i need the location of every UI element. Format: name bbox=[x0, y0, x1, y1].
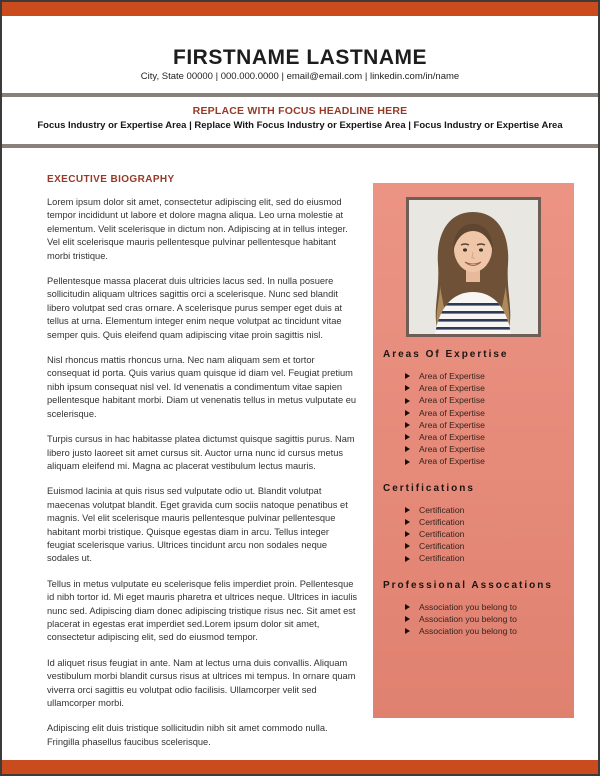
triangle-bullet-icon bbox=[405, 459, 410, 465]
biography-title: EXECUTIVE BIOGRAPHY bbox=[47, 174, 175, 185]
sidebar-item-label: Certification bbox=[419, 553, 465, 564]
focus-headline: REPLACE WITH FOCUS HEADLINE HERE bbox=[192, 105, 408, 117]
sidebar-list-item bbox=[405, 370, 568, 382]
divider-line-top bbox=[2, 93, 598, 97]
sidebar-list-item bbox=[405, 382, 568, 394]
triangle-bullet-icon bbox=[405, 373, 410, 379]
sidebar-list-item bbox=[405, 419, 568, 431]
triangle-bullet-icon bbox=[405, 398, 410, 404]
sidebar-list-item bbox=[405, 625, 568, 637]
sidebar-item-label: Area of Expertise bbox=[419, 444, 485, 455]
sidebar-list-item bbox=[405, 504, 568, 516]
sidebar-item-label: Area of Expertise bbox=[419, 432, 485, 443]
headshot-photo bbox=[406, 197, 541, 337]
sidebar-sections bbox=[373, 349, 574, 637]
biography-paragraph: Lorem ipsum dolor sit amet, consectetur adipiscing elit, sed do eiusmod tempor incididunt ut labore et dolore magna aliqua. Leo urna molestie at elementum. Velit scelerisque in dictum non. Adipiscing at in tellus integer. Vel elit scelerisque mauris pellentesque pulvinar pellentesque habitant morbi tristique. bbox=[47, 197, 348, 261]
executive-biography-section bbox=[47, 174, 359, 761]
triangle-bullet-icon bbox=[405, 385, 410, 391]
sidebar-item-label: Association you belong to bbox=[419, 613, 517, 624]
triangle-bullet-icon bbox=[405, 628, 410, 634]
sidebar-section-list bbox=[373, 601, 574, 638]
sidebar bbox=[373, 183, 574, 718]
sidebar-list-item bbox=[405, 443, 568, 455]
sidebar-item-label: Area of Expertise bbox=[419, 395, 485, 406]
triangle-bullet-icon bbox=[405, 616, 410, 622]
sidebar-item-label: Area of Expertise bbox=[419, 456, 485, 467]
sidebar-section bbox=[373, 483, 574, 565]
triangle-bullet-icon bbox=[405, 422, 410, 428]
biography-paragraph: Nisl rhoncus mattis rhoncus urna. Nec nam aliquam sem et tortor consequat id porta. Quis varius quam quisque id diam vel. Feugiat pretium nibh ipsum consequat nisl vel. Id venenatis a condimentum vitae sapien pellentesque habitant morbi. Diam ut venenatis tellus in metus vulputate eu scelerisque. bbox=[47, 355, 357, 419]
sidebar-list-item bbox=[405, 613, 568, 625]
sidebar-item-label: Certification bbox=[419, 541, 465, 552]
sidebar-section-title: Certifications bbox=[383, 482, 475, 494]
sidebar-list-item bbox=[405, 394, 568, 406]
sidebar-section-title: Professional Assocations bbox=[383, 579, 553, 591]
sidebar-section-list bbox=[373, 370, 574, 468]
triangle-bullet-icon bbox=[405, 446, 410, 452]
biography-paragraph: Turpis cursus in hac habitasse platea dictumst quisque sagittis purus. Nam libero justo laoreet sit amet cursus sit. Auctor urna nunc id cursus metus aliquam eleifend mi. Magna ac placerat vestibulum lectus mauris. bbox=[47, 434, 355, 471]
biography-paragraph: Pellentesque massa placerat duis ultricies lacus sed. In nulla posuere sollicitudin aliquam ultrices sagittis orci a scelerisque. Nunc sed blandit libero volutpat sed cras ornare. A scelerisque purus semper eget duis at tellus at urna. Elementum integer enim neque volutpat ac tincidunt vitae semper quis. Quis eleifend quam adipiscing vitae proin sagittis nisl. bbox=[47, 276, 343, 340]
sidebar-section bbox=[373, 349, 574, 468]
sidebar-list-item bbox=[405, 516, 568, 528]
sidebar-list-item bbox=[405, 407, 568, 419]
biography-paragraph: Euismod lacinia at quis risus sed vulputate odio ut. Blandit volutpat maecenas volutpat blandit. Eget gravida cum sociis natoque penatibus et magnis. Vel elit scelerisque mauris pellentesque pulvinar pellentesque habitant morbi tristique. Quisque egestas diam in arcu. Tellus integer feugiat scelerisque varius. Ultrices tincidunt arcu non sodales neque sodales ut. bbox=[47, 486, 348, 564]
sidebar-list-item bbox=[405, 601, 568, 613]
sidebar-list-item bbox=[405, 528, 568, 540]
sidebar-section bbox=[373, 580, 574, 638]
sidebar-list-item bbox=[405, 552, 568, 564]
triangle-bullet-icon bbox=[405, 410, 410, 416]
triangle-bullet-icon bbox=[405, 556, 410, 562]
sidebar-item-label: Area of Expertise bbox=[419, 371, 485, 381]
triangle-bullet-icon bbox=[405, 507, 410, 513]
sidebar-item-label: Area of Expertise bbox=[419, 419, 485, 430]
divider-line-bottom bbox=[2, 144, 598, 148]
sidebar-item-label: Area of Expertise bbox=[419, 383, 485, 394]
sidebar-list-item bbox=[405, 431, 568, 443]
sidebar-list-item bbox=[405, 455, 568, 467]
biography-paragraph: Id aliquet risus feugiat in ante. Nam at lectus urna duis convallis. Aliquam vestibulum morbi blandit cursus risus at ultrices mi tempus. In ornare quam viverra orci sagittis eu volutpat odio facilisis. Ullamcorper velit sed ullamcorper morbi. bbox=[47, 657, 356, 708]
top-accent-bar bbox=[2, 2, 598, 16]
sidebar-item-label: Area of Expertise bbox=[419, 407, 485, 418]
focus-subheadline: Focus Industry or Expertise Area | Replace With Focus Industry or Expertise Area | Focus Industry or Expertise Area bbox=[37, 120, 563, 131]
biography-paragraphs bbox=[47, 196, 359, 749]
triangle-bullet-icon bbox=[405, 543, 410, 549]
sidebar-list-item bbox=[405, 540, 568, 552]
sidebar-section-title: Areas Of Expertise bbox=[383, 349, 509, 360]
biography-paragraph: Adipiscing elit duis tristique sollicitudin nibh sit amet commodo nulla. Fringilla phasellus faucibus scelerisque. bbox=[47, 723, 328, 747]
sidebar-item-label: Association you belong to bbox=[419, 626, 517, 637]
sidebar-item-label: Certification bbox=[419, 529, 465, 540]
sidebar-item-label: Certification bbox=[419, 516, 465, 527]
triangle-bullet-icon bbox=[405, 531, 410, 537]
sidebar-item-label: Association you belong to bbox=[419, 601, 517, 612]
contact-line: City, State 00000 | 000.000.0000 | email@email.com | linkedin.com/in/name bbox=[140, 71, 460, 82]
sidebar-section-list bbox=[373, 504, 574, 565]
bottom-accent-bar bbox=[2, 760, 598, 774]
triangle-bullet-icon bbox=[405, 434, 410, 440]
sidebar-item-label: Certification bbox=[419, 504, 465, 515]
person-name: FIRSTNAME LASTNAME bbox=[173, 46, 427, 69]
biography-paragraph: Tellus in metus vulputate eu scelerisque felis imperdiet proin. Pellentesque id nibh tortor id. Mi eget mauris pharetra et ultrices neque. Ultrices in iaculis nunc sed. Adipiscing diam donec adipiscing tristique risus nec. Sit amet est placerat in egestas erat imperdiet sed.Lorem ipsum dolor sit amet, consectetur adipiscing elit, sed do eiusmod tempor. bbox=[47, 578, 358, 643]
triangle-bullet-icon bbox=[405, 604, 410, 610]
triangle-bullet-icon bbox=[405, 519, 410, 525]
